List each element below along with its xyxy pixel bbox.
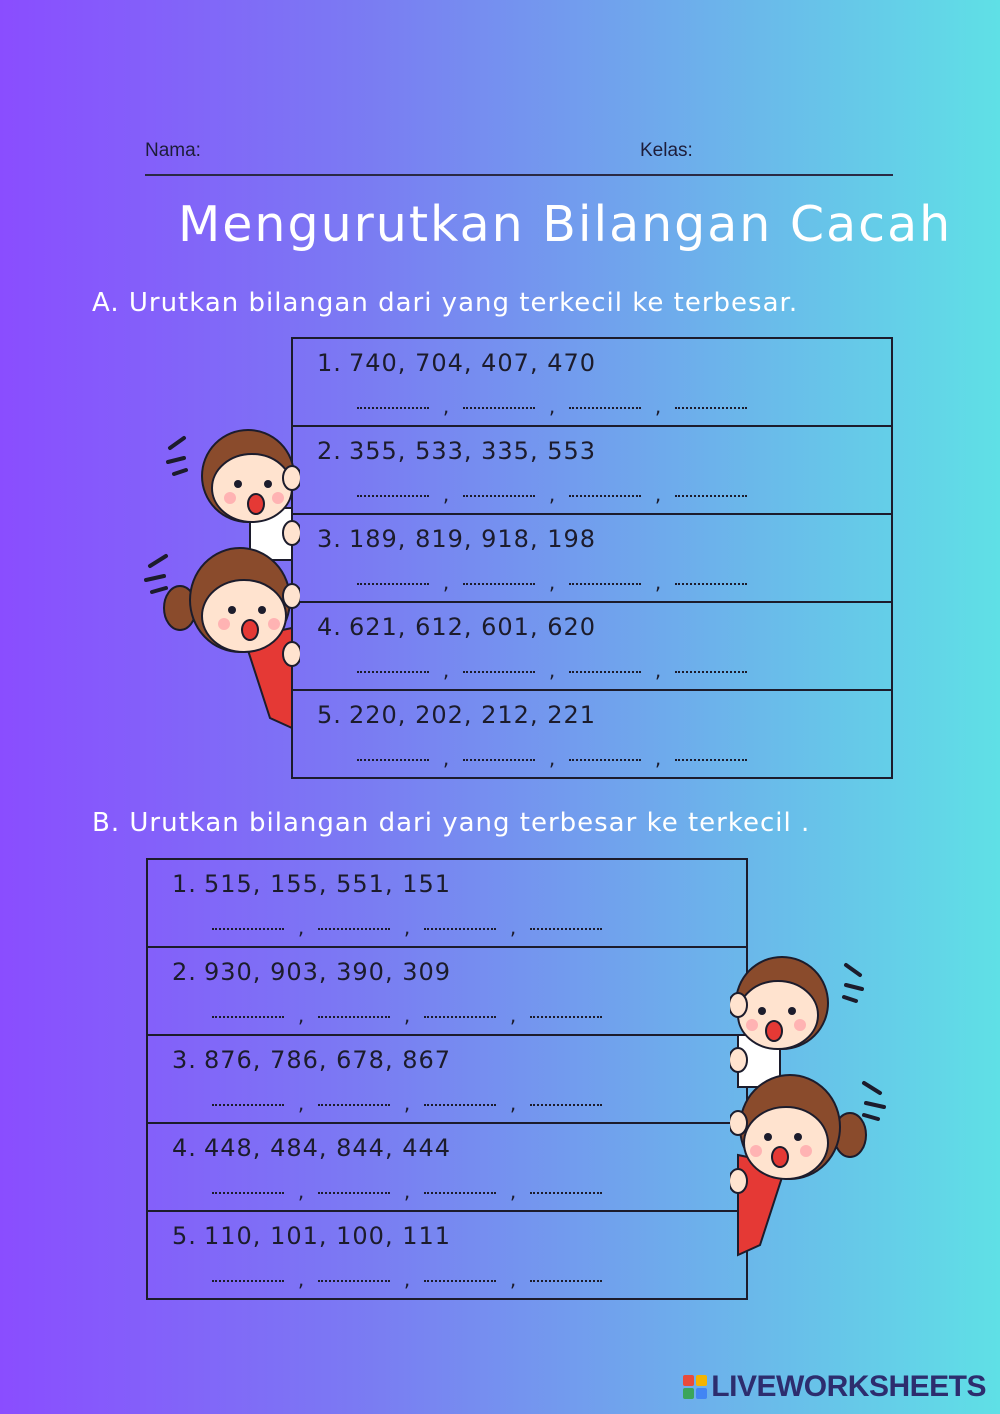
list-item <box>293 339 891 427</box>
liveworksheets-logo-icon <box>683 1375 707 1399</box>
answer-blank[interactable] <box>424 1104 496 1106</box>
answer-blank[interactable] <box>675 407 747 409</box>
separator: , <box>548 570 556 594</box>
answer-blank[interactable] <box>569 583 641 585</box>
answer-blanks <box>357 658 747 682</box>
answer-blank[interactable] <box>569 759 641 761</box>
answer-blank[interactable] <box>675 583 747 585</box>
answer-blanks <box>212 1267 602 1291</box>
answer-blank[interactable] <box>424 1016 496 1018</box>
answer-blank[interactable] <box>675 495 747 497</box>
answer-blank[interactable] <box>569 407 641 409</box>
answer-blank[interactable] <box>357 495 429 497</box>
answer-blank[interactable] <box>424 1192 496 1194</box>
answer-blank[interactable] <box>212 1280 284 1282</box>
answer-blank[interactable] <box>530 1280 602 1282</box>
separator: , <box>442 570 450 594</box>
answer-blank[interactable] <box>463 495 535 497</box>
separator: , <box>654 394 662 418</box>
answer-blank[interactable] <box>530 1016 602 1018</box>
separator: , <box>654 746 662 770</box>
separator: , <box>442 746 450 770</box>
separator: , <box>297 1267 305 1291</box>
separator: , <box>403 1179 411 1203</box>
answer-blank[interactable] <box>212 1016 284 1018</box>
question-values: 515, 155, 551, 151 <box>204 870 452 898</box>
answer-blank[interactable] <box>424 928 496 930</box>
separator: , <box>297 915 305 939</box>
answer-blank[interactable] <box>212 1104 284 1106</box>
answer-blanks <box>212 915 602 939</box>
question-a-3 <box>317 525 596 553</box>
question-a-1 <box>317 349 596 377</box>
answer-blank[interactable] <box>675 759 747 761</box>
separator: , <box>509 1267 517 1291</box>
answer-blank[interactable] <box>318 1016 390 1018</box>
section-a-box <box>291 337 893 779</box>
answer-blanks <box>212 1179 602 1203</box>
separator: , <box>442 482 450 506</box>
boy-icon <box>168 430 300 560</box>
section-b-box <box>146 858 748 1300</box>
question-values: 740, 704, 407, 470 <box>349 349 597 377</box>
separator: , <box>442 394 450 418</box>
answer-blank[interactable] <box>318 1280 390 1282</box>
separator: , <box>548 394 556 418</box>
name-label: Nama: <box>145 140 201 161</box>
answer-blank[interactable] <box>463 671 535 673</box>
separator: , <box>509 1003 517 1027</box>
question-values: 930, 903, 390, 309 <box>204 958 452 986</box>
separator: , <box>654 658 662 682</box>
answer-blank[interactable] <box>530 1192 602 1194</box>
list-item <box>293 691 891 779</box>
answer-blank[interactable] <box>318 1192 390 1194</box>
separator: , <box>403 1091 411 1115</box>
question-a-4 <box>317 613 596 641</box>
answer-blank[interactable] <box>318 1104 390 1106</box>
question-b-2 <box>172 958 451 986</box>
question-values: 876, 786, 678, 867 <box>204 1046 452 1074</box>
question-values: 110, 101, 100, 111 <box>204 1222 452 1250</box>
answer-blank[interactable] <box>675 671 747 673</box>
answer-blank[interactable] <box>530 1104 602 1106</box>
answer-blank[interactable] <box>212 928 284 930</box>
question-number: 4. <box>317 613 342 641</box>
page-title: Mengurutkan Bilangan Cacah <box>178 196 953 253</box>
question-number: 2. <box>172 958 197 986</box>
separator: , <box>442 658 450 682</box>
question-values: 220, 202, 212, 221 <box>349 701 597 729</box>
answer-blanks <box>212 1091 602 1115</box>
girl-icon <box>146 548 300 728</box>
separator: , <box>297 1091 305 1115</box>
question-number: 1. <box>317 349 342 377</box>
separator: , <box>297 1003 305 1027</box>
question-b-3 <box>172 1046 451 1074</box>
separator: , <box>509 1179 517 1203</box>
answer-blank[interactable] <box>357 407 429 409</box>
question-values: 355, 533, 335, 553 <box>349 437 597 465</box>
list-item <box>148 948 746 1036</box>
question-number: 5. <box>317 701 342 729</box>
answer-blanks <box>357 482 747 506</box>
question-number: 3. <box>172 1046 197 1074</box>
question-number: 2. <box>317 437 342 465</box>
boy-icon <box>730 957 862 1087</box>
list-item <box>293 515 891 603</box>
header-divider <box>145 174 893 176</box>
separator: , <box>654 482 662 506</box>
question-a-5 <box>317 701 596 729</box>
separator: , <box>509 915 517 939</box>
question-b-1 <box>172 870 451 898</box>
peeking-kids-illustration-right <box>730 935 890 1265</box>
separator: , <box>548 482 556 506</box>
separator: , <box>403 1267 411 1291</box>
answer-blank[interactable] <box>463 407 535 409</box>
question-b-4 <box>172 1134 451 1162</box>
question-a-2 <box>317 437 596 465</box>
answer-blank[interactable] <box>357 759 429 761</box>
separator: , <box>654 570 662 594</box>
answer-blank[interactable] <box>463 759 535 761</box>
answer-blanks <box>212 1003 602 1027</box>
answer-blanks <box>357 746 747 770</box>
list-item <box>293 427 891 515</box>
separator: , <box>297 1179 305 1203</box>
separator: , <box>403 1003 411 1027</box>
list-item <box>293 603 891 691</box>
list-item <box>148 1036 746 1124</box>
separator: , <box>548 658 556 682</box>
question-number: 1. <box>172 870 197 898</box>
answer-blank[interactable] <box>357 671 429 673</box>
answer-blank[interactable] <box>318 928 390 930</box>
answer-blanks <box>357 394 747 418</box>
list-item <box>148 1124 746 1212</box>
separator: , <box>509 1091 517 1115</box>
answer-blank[interactable] <box>212 1192 284 1194</box>
girl-icon <box>730 1075 884 1255</box>
section-b-heading: B. Urutkan bilangan dari yang terbesar ke terkecil . <box>92 808 811 838</box>
peeking-kids-illustration <box>140 408 300 738</box>
class-label: Kelas: <box>640 140 693 161</box>
answer-blank[interactable] <box>463 583 535 585</box>
brand-text: LIVEWORKSHEETS <box>711 1370 986 1403</box>
question-number: 5. <box>172 1222 197 1250</box>
separator: , <box>403 915 411 939</box>
question-values: 189, 819, 918, 198 <box>349 525 597 553</box>
list-item <box>148 860 746 948</box>
question-number: 3. <box>317 525 342 553</box>
answer-blank[interactable] <box>569 671 641 673</box>
section-a-heading: A. Urutkan bilangan dari yang terkecil ke terbesar. <box>92 288 799 318</box>
liveworksheets-brand[interactable] <box>683 1370 986 1404</box>
answer-blanks <box>357 570 747 594</box>
question-number: 4. <box>172 1134 197 1162</box>
question-b-5 <box>172 1222 451 1250</box>
list-item <box>148 1212 746 1300</box>
answer-blank[interactable] <box>530 928 602 930</box>
question-values: 448, 484, 844, 444 <box>204 1134 452 1162</box>
separator: , <box>548 746 556 770</box>
answer-blank[interactable] <box>424 1280 496 1282</box>
answer-blank[interactable] <box>569 495 641 497</box>
question-values: 621, 612, 601, 620 <box>349 613 597 641</box>
answer-blank[interactable] <box>357 583 429 585</box>
